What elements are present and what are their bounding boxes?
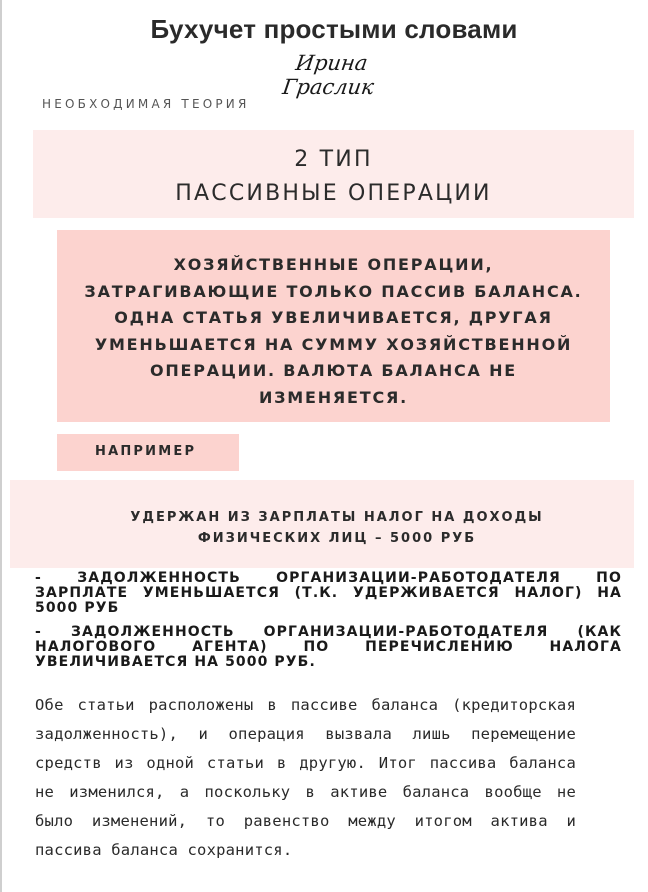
operation-type-box — [33, 130, 634, 218]
definition-text: ХОЗЯЙСТВЕННЫЕ ОПЕРАЦИИ, ЗАТРАГИВАЮЩИЕ ТОЛЬКО ПАССИВ БАЛАНСА. ОДНА СТАТЬЯ УВЕЛИЧИВАЕТСЯ, ДРУГАЯ УМЕНЬШАЕТСЯ НА СУММУ ХОЗЯЙСТВЕННОЙ ОПЕРАЦИИ. ВАЛЮТА БАЛАНСА НЕ ИЗМЕНЯЕТСЯ. — [84, 255, 583, 407]
example-label: НАПРИМЕР — [95, 444, 197, 459]
bullet-list — [35, 571, 622, 679]
explanation-paragraph: Обе статьи расположены в пассиве баланса (кредиторская задолженность), и операция вызвала лишь перемещение средств из одной статьи в другую. Итог пассива баланса не изменился, а поскольку в активе баланса вообще не было изменений, то равенство между итогом актива и пассива баланса сохранится. — [35, 696, 576, 859]
example-case-text — [10, 507, 648, 549]
example-case-line-1: УДЕРЖАН ИЗ ЗАРПЛАТЫ НАЛОГ НА ДОХОДЫ — [130, 510, 544, 525]
operation-type-name: ПАССИВНЫЕ ОПЕРАЦИИ — [175, 181, 492, 206]
example-case-line-2: ФИЗИЧЕСКИХ ЛИЦ – 5000 РУБ — [197, 531, 477, 546]
operation-type-number: 2 ТИП — [294, 147, 373, 172]
example-label-box — [57, 434, 239, 471]
example-case-box — [10, 480, 634, 568]
book-title: Бухучет простыми словами — [150, 14, 518, 44]
page-left-border — [0, 0, 2, 892]
definition-box — [57, 230, 610, 422]
bullet-item-salary-debt: - ЗАДОЛЖЕННОСТЬ ОРГАНИЗАЦИИ-РАБОТОДАТЕЛЯ ПО ЗАРПЛАТЕ УМЕНЬШАЕТСЯ (Т.К. УДЕРЖИВАЕТСЯ НАЛОГ) НА 5000 РУБ — [35, 570, 622, 616]
bullet-item-tax-debt: - ЗАДОЛЖЕННОСТЬ ОРГАНИЗАЦИИ-РАБОТОДАТЕЛЯ (КАК НАЛОГОВОГО АГЕНТА) ПО ПЕРЕЧИСЛЕНИЮ НАЛОГА УВЕЛИЧИВАЕТСЯ НА 5000 РУБ. — [35, 624, 622, 670]
section-label: НЕОБХОДИМАЯ ТЕОРИЯ — [42, 97, 250, 111]
author-signature: Ирина Граслик — [281, 51, 376, 99]
